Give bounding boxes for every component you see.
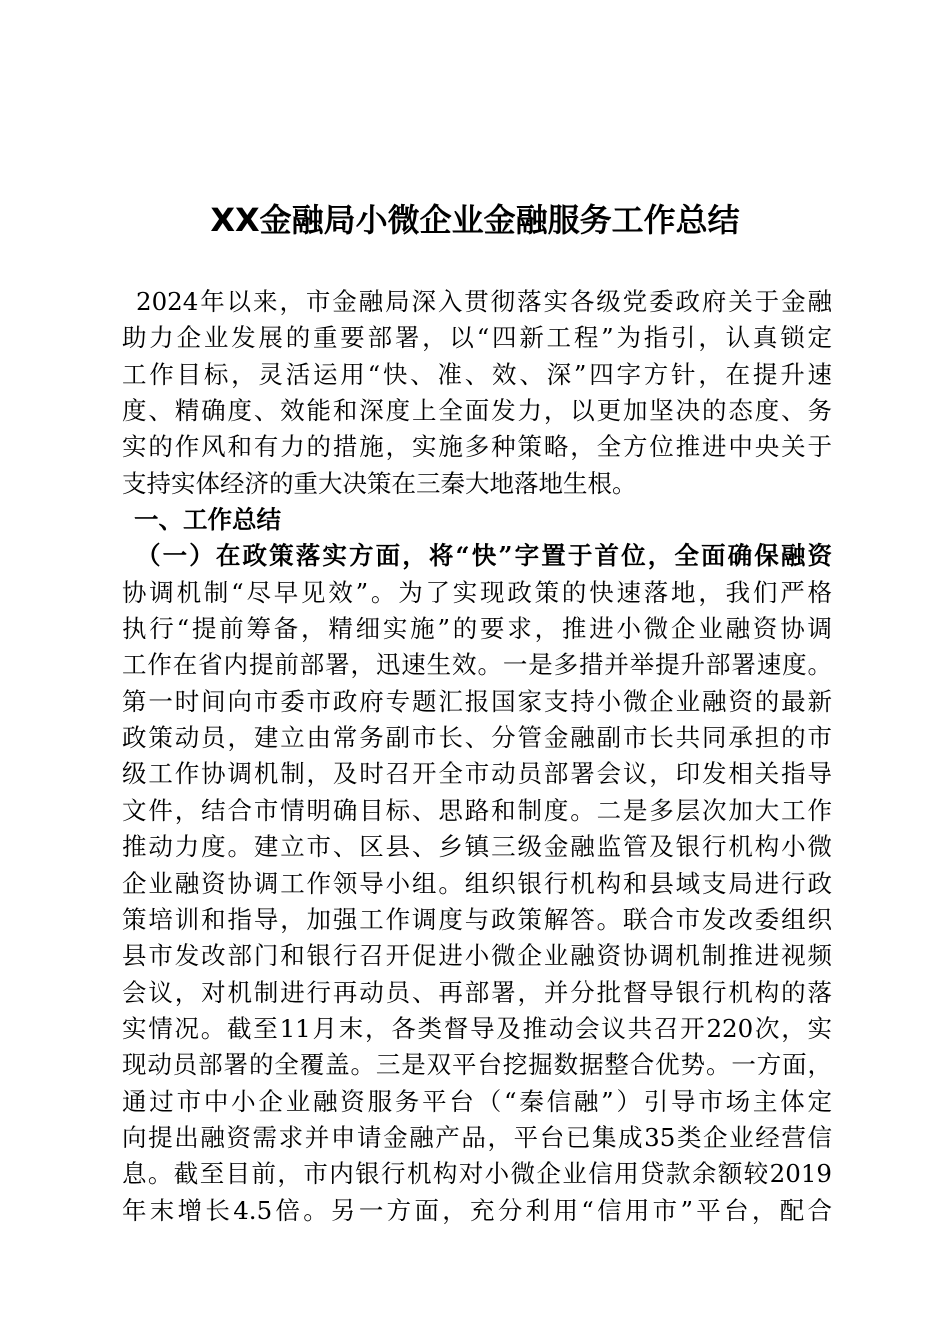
- paragraph-intro-line: 支持实体经济的重大决策在三秦大地落地生根。: [122, 468, 637, 498]
- paragraph-body-line: （一）在政策落实方面，将“快”字置于首位，全面确保融资: [136, 541, 832, 571]
- paragraph-body-line: 通过市中小企业融资服务平台（“秦信融”）引导市场主体定: [122, 1086, 832, 1116]
- paragraph-intro-line: 实的作风和有力的措施，实施多种策略，全方位推进中央关于: [122, 432, 832, 462]
- paragraph-body-line: 实情况。截至11月末，各类督导及推动会议共召开220次，实: [122, 1013, 832, 1043]
- paragraph-body-line: 文件，结合市情明确目标、思路和制度。二是多层次加大工作: [122, 795, 832, 825]
- paragraph-body-line: 县市发改部门和银行召开促进小微企业融资协调机制推进视频: [122, 941, 832, 971]
- paragraph-intro-line: 2024年以来，市金融局深入贯彻落实各级党委政府关于金融: [136, 287, 832, 316]
- paragraph-body-line: 推动力度。建立市、区县、乡镇三级金融监管及银行机构小微: [122, 832, 832, 862]
- paragraph-intro-line: 工作目标，灵活运用“快、准、效、深”四字方针，在提升速: [122, 359, 832, 389]
- paragraph-body-line: 息。截至目前，市内银行机构对小微企业信用贷款余额较2019: [122, 1159, 832, 1189]
- paragraph-intro-line: 助力企业发展的重要部署，以“四新工程”为指引，认真锁定: [122, 323, 832, 353]
- paragraph-body-line: 策培训和指导，加强工作调度与政策解答。联合市发改委组织: [122, 904, 832, 934]
- section-heading: 一、工作总结: [134, 505, 281, 535]
- paragraph-body-line: 现动员部署的全覆盖。三是双平台挖掘数据整合优势。一方面，: [122, 1050, 832, 1080]
- document-body: [122, 284, 832, 1229]
- paragraph-body-line: 会议，对机制进行再动员、再部署，并分批督导银行机构的落: [122, 977, 832, 1007]
- paragraph-body-line: 协调机制“尽早见效”。为了实现政策的快速落地，我们严格: [122, 577, 832, 607]
- document-title: XX金融局小微企业金融服务工作总结: [210, 201, 740, 239]
- paragraph-body-line: 级工作协调机制，及时召开全市动员部署会议，印发相关指导: [122, 759, 832, 789]
- paragraph-intro-line: 度、精确度、效能和深度上全面发力，以更加坚决的态度、务: [122, 396, 832, 426]
- paragraph-body-line: 第一时间向市委市政府专题汇报国家支持小微企业融资的最新: [122, 686, 832, 716]
- paragraph-body-line: 向提出融资需求并申请金融产品，平台已集成35类企业经营信: [122, 1122, 832, 1152]
- paragraph-body-line: 企业融资协调工作领导小组。组织银行机构和县域支局进行政: [122, 868, 832, 898]
- paragraph-body-line: 年末增长4.5倍。另一方面，充分利用“信用市”平台，配合: [122, 1195, 832, 1225]
- paragraph-body-line: 政策动员，建立由常务副市长、分管金融副市长共同承担的市: [122, 723, 832, 753]
- paragraph-body-line: 工作在省内提前部署，迅速生效。一是多措并举提升部署速度。: [122, 650, 832, 680]
- paragraph-body-line: 执行“提前筹备，精细实施”的要求，推进小微企业融资协调: [122, 614, 832, 644]
